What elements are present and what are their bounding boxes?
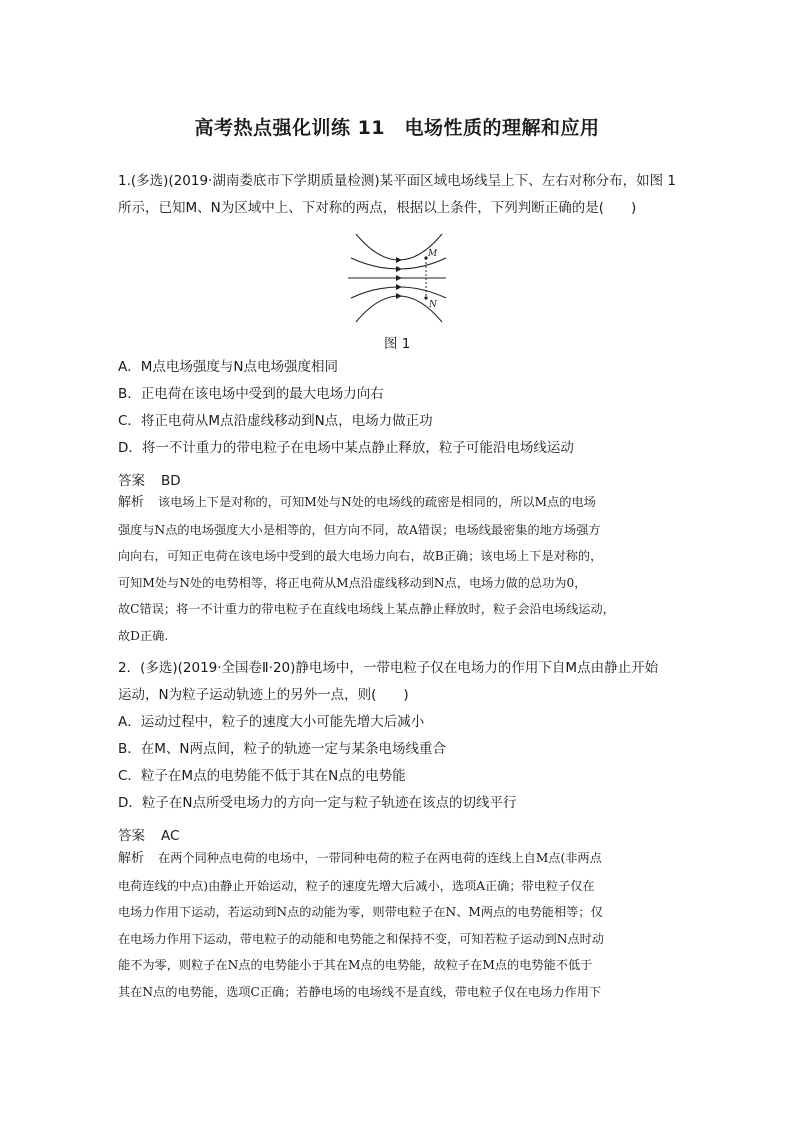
q1-option-a: A．M点电场强度与N点电场强度相同: [118, 359, 338, 375]
explain-line: 向向右，可知正电荷在该电场中受到的最大电场力向右，故B正确；该电场上下是对称的，: [118, 549, 603, 564]
explain-label: 解析: [118, 851, 145, 866]
figure-caption: 图 1: [384, 336, 411, 352]
point-n-label: N: [429, 300, 437, 310]
answer-value: AC: [161, 828, 180, 844]
explain-line: 其在N点的电势能，选项C正确；若静电场的电场线不是直线，带电粒子仅在电场力作用下: [118, 984, 602, 999]
q2-explanation: [118, 845, 678, 1006]
question-2-stem: [118, 655, 678, 709]
q1-option-c: C．将正电荷从M点沿虚线移动到N点，电场力做正功: [118, 413, 433, 429]
stem-line: 所示，已知M、N为区域中上、下对称的两点，根据以上条件，下列判断正确的是( ): [118, 200, 637, 216]
explain-line: 故C错误；将一不计重力的带电粒子在直线电场线上某点静止释放时，粒子会沿电场线运动，: [118, 602, 615, 617]
q1-explanation: [118, 489, 678, 650]
explain-line: 在两个同种点电荷的电场中，一带同种电荷的粒子在两电荷的连线上自M点(非两点: [158, 851, 602, 865]
explain-line: 该电场上下是对称的，可知M处与N处的电场线的疏密是相同的，所以M点的电场: [158, 495, 596, 509]
explain-line: 电场力作用下运动，若运动到N点的动能为零，则带电粒子在N、M两点的电势能相等；仅: [118, 905, 603, 920]
electric-field-lines-figure: [346, 228, 448, 328]
explain-label: 解析: [118, 495, 145, 510]
explain-line: 在电场力作用下运动，带电粒子的动能和电势能之和保持不变，可知若粒子运动到N点时动: [118, 931, 604, 946]
q2-answer: [118, 824, 179, 844]
q1-answer: [118, 469, 181, 489]
explain-line: 能不为零，则粒子在N点的电势能小于其在M点的电势能，故粒子在M点的电势能不低于: [118, 958, 593, 973]
stem-line: 1.(多选)(2019·湖南娄底市下学期质量检测)某平面区域电场线呈上下、左右对称分布，如图 1: [118, 173, 676, 189]
question-1-stem: [118, 168, 678, 222]
point-m-label: M: [428, 249, 438, 259]
q2-option-a: A．运动过程中，粒子的速度大小可能先增大后减小: [118, 714, 425, 730]
stem-line: 2．(多选)(2019·全国卷Ⅱ·20)静电场中，一带电粒子仅在电场力的作用下自M点由静止开始: [118, 660, 659, 676]
stem-line: 运动，N为粒子运动轨迹上的另外一点，则( ): [118, 687, 409, 703]
q1-option-b: B．正电荷在该电场中受到的最大电场力向右: [118, 386, 384, 402]
explain-line: 电荷连线的中点)由静止开始运动，粒子的速度先增大后减小，选项A正确；带电粒子仅在: [118, 878, 595, 893]
explain-line: 故D正确.: [118, 628, 169, 643]
answer-label: 答案: [118, 473, 145, 489]
q2-option-d: D．粒子在N点所受电场力的方向一定与粒子轨迹在该点的切线平行: [118, 795, 517, 811]
q2-option-b: B．在M、N两点间，粒子的轨迹一定与某条电场线重合: [118, 741, 447, 757]
answer-value: BD: [161, 473, 181, 489]
answer-label: 答案: [118, 828, 145, 844]
page-title: 高考热点强化训练 11 电场性质的理解和应用: [194, 117, 600, 139]
q2-option-c: C．粒子在M点的电势能不低于其在N点的电势能: [118, 768, 406, 784]
explain-line: 强度与N点的电场强度大小是相等的，但方向不同，故A错误；电场线最密集的地方场强方: [118, 522, 601, 537]
explain-line: 可知M处与N处的电势相等，将正电荷从M点沿虚线移动到N点，电场力做的总功为0，: [118, 575, 587, 590]
q1-option-d: D．将一不计重力的带电粒子在电场中某点静止释放，粒子可能沿电场线运动: [118, 440, 574, 456]
